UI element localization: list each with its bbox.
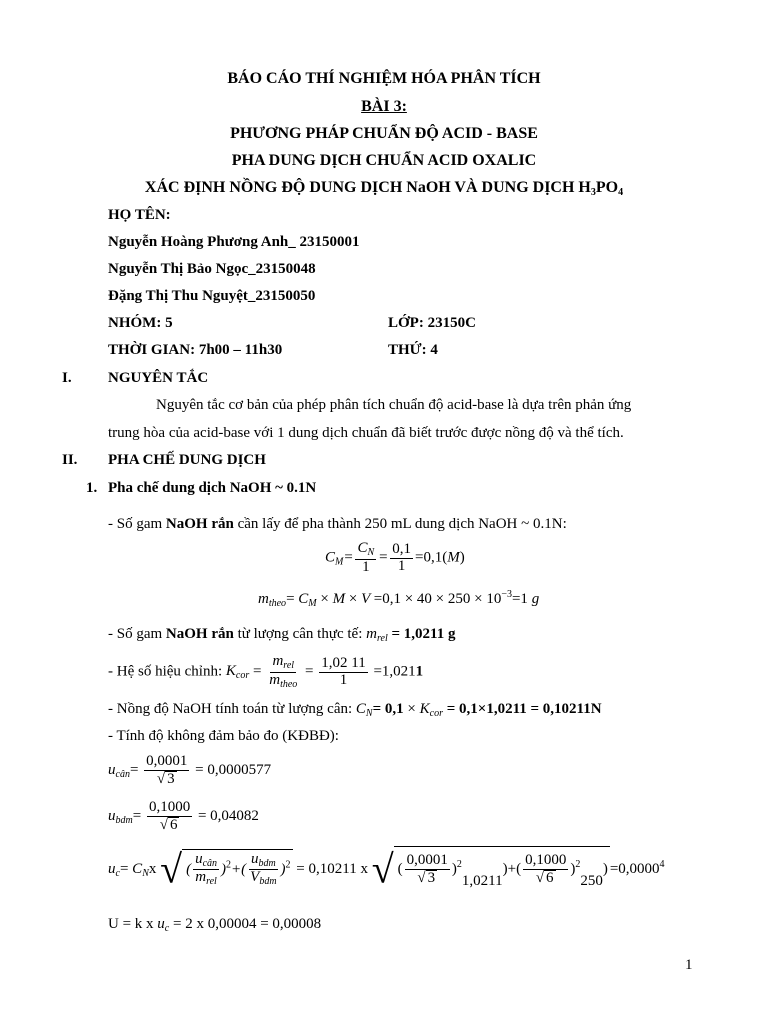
section-1-paragraph-line-1: Nguyên tắc cơ bản của phép phân tích chuẩn độ acid-base là dựa trên phản ứng	[156, 397, 632, 413]
mass-needed-line: - Số gam NaOH rắn cần lấy để pha thành 250 mL dung dịch NaOH ~ 0.1N:	[108, 516, 567, 532]
section-1-title: NGUYÊN TẮC	[108, 370, 209, 386]
molarity-formula: $C_M=$ $\frac{C_N}{1}$ = $\frac{0,1}{1}$ =0,1(M)	[325, 540, 465, 575]
page-number: 1	[685, 957, 693, 973]
uncertainty-heading: - Tính độ không đảm bảo đo (KĐBĐ):	[108, 728, 339, 744]
u-bdm-formula: $u_{bdm}=$ $\frac{0,1000}{√ 6}$ = 0,04082	[108, 799, 259, 833]
member-2: Nguyễn Thị Bảo Ngọc_23150048	[108, 261, 316, 277]
actual-mass-line: - Số gam NaOH rắn từ lượng cân thực tế: $m_{rel} = 1,0211$ g	[108, 626, 456, 644]
section-2-title: PHA CHẾ DUNG DỊCH	[108, 452, 266, 468]
lesson-number: BÀI 3:	[361, 98, 407, 115]
name-label: HỌ TÊN:	[108, 207, 171, 223]
u-can-formula: $u_{cân}=$ $\frac{0,0001}{√ 3}$ = 0,0000577	[108, 753, 272, 787]
expanded-uncertainty-line: U = k x $u_c = 2$ x 0,00004 = 0,00008	[108, 916, 322, 934]
weekday-label: THỨ: 4	[388, 342, 438, 358]
section-1-paragraph-line-2: trung hòa của acid-base với 1 dung dịch chuẩn đã biết trước được nồng độ và thể tích.	[108, 425, 624, 441]
lesson-title: PHƯƠNG PHÁP CHUẨN ĐỘ ACID - BASE	[230, 125, 538, 142]
time-label: THỜI GIAN: 7h00 – 11h30	[108, 342, 283, 358]
subsection-1-number: 1.	[86, 480, 98, 496]
theoretical-mass-formula: $m_{theo}= C_M \times M \times V =0,1 \times 40 \times 250 \times 10^{-3}=1$ g	[258, 589, 540, 609]
section-2-number: II.	[62, 452, 78, 468]
report-title: BÁO CÁO THÍ NGHIỆM HÓA PHÂN TÍCH	[227, 70, 541, 87]
member-1: Nguyễn Hoàng Phương Anh_ 23150001	[108, 234, 360, 250]
lesson-subtitle: PHA DUNG DỊCH CHUẨN ACID OXALIC	[231, 152, 537, 169]
naoh-concentration-line: - Nồng độ NaOH tính toán từ lượng cân: $C_N= 0,1 \times K_{cor} = 0,1\times 1,0211 = 0,10211N$	[108, 701, 602, 719]
class-label: LỚP: 23150C	[388, 315, 476, 331]
section-1-number: I.	[62, 370, 72, 386]
member-3: Đặng Thị Thu Nguyệt_23150050	[108, 288, 316, 304]
group-label: NHÓM: 5	[108, 315, 173, 331]
correction-factor-line: - Hệ số hiệu chỉnh: $K_{cor}$ = $\frac{m_{rel}}{m_{theo}}$ = $\frac{1,02 11}{1}$ =1,0211	[108, 653, 424, 690]
lesson-objective: XÁC ĐỊNH NỒNG ĐỘ DUNG DỊCH NaOH VÀ DUNG DỊCH $H_3PO_4$	[144, 179, 624, 198]
subsection-1-title: Pha chế dung dịch NaOH ~ 0.1N	[108, 480, 317, 496]
combined-uncertainty-formula: $u_c= C_Nx$ √ ( $\frac{u_{cân}}{m_{rel}}$ )$^2$+( $\frac{u_{bdm}}{V_{bdm}}$ )$^2$ = 0,10211 x √ ( $\frac{0,0001}{√ 3}$ )$^2$1,0211)+( $\frac{0,1000}{√ 6}$ )$^2250) =0,0000^4$	[108, 846, 665, 892]
